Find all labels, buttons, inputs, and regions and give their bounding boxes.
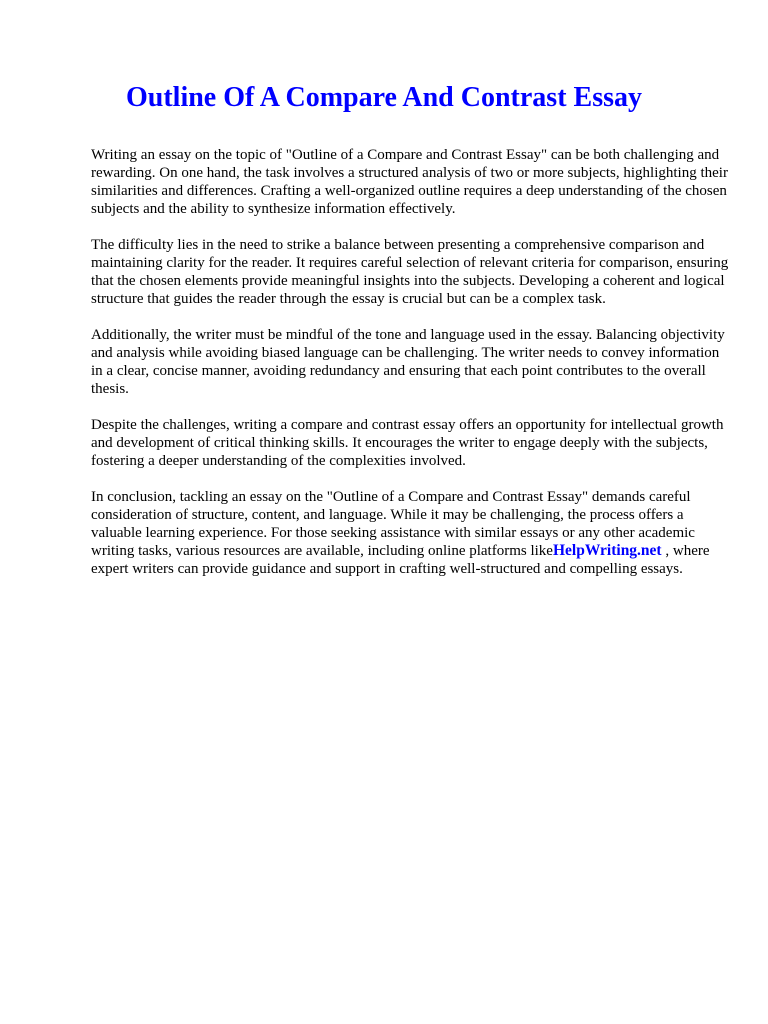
paragraph-difficulty: The difficulty lies in the need to strike a balance between presenting a comprehensive comparison and maintaining clarity for the reader. It requires careful selection of relevant criteria for comparison, ensuring that the chosen elements provide meaningful insights into the subjects. Developing a coherent and logical structure that guides the reader through the essay is crucial but can be a complex task. (91, 237, 729, 307)
conclusion-text-after-link: , where expert writers can provide guidance and support in crafting well-structured and compelling essays. (91, 543, 710, 577)
paragraph-conclusion (91, 488, 731, 578)
conclusion-text-before-link: In conclusion, tackling an essay on the "Outline of a Compare and Contrast Essay" demands careful consideration of structure, content, and language. While it may be challenging, the process offers a valuable learning experience. For those seeking assistance with similar essays or any other academic writing tasks, various resources are available, including online platforms like (91, 489, 695, 559)
document-title: Outline Of A Compare And Contrast Essay (126, 82, 642, 113)
document-body (91, 146, 731, 596)
paragraph-opportunity: Despite the challenges, writing a compare and contrast essay offers an opportunity for intellectual growth and development of critical thinking skills. It encourages the writer to engage deeply with the subjects, fostering a deeper understanding of the complexities involved. (91, 417, 724, 469)
paragraph-intro: Writing an essay on the topic of "Outline of a Compare and Contrast Essay" can be both challenging and rewarding. On one hand, the task involves a structured analysis of two or more subjects, highlighting their similarities and differences. Crafting a well-organized outline requires a deep understanding of the chosen subjects and the ability to synthesize information effectively. (91, 147, 728, 217)
paragraph-tone-language: Additionally, the writer must be mindful of the tone and language used in the essay. Balancing objectivity and analysis while avoiding biased language can be challenging. The writer needs to convey information in a clear, concise manner, avoiding redundancy and ensuring that each point contributes to the overall thesis. (91, 327, 725, 397)
helpwriting-link[interactable]: HelpWriting.net (552, 542, 662, 559)
